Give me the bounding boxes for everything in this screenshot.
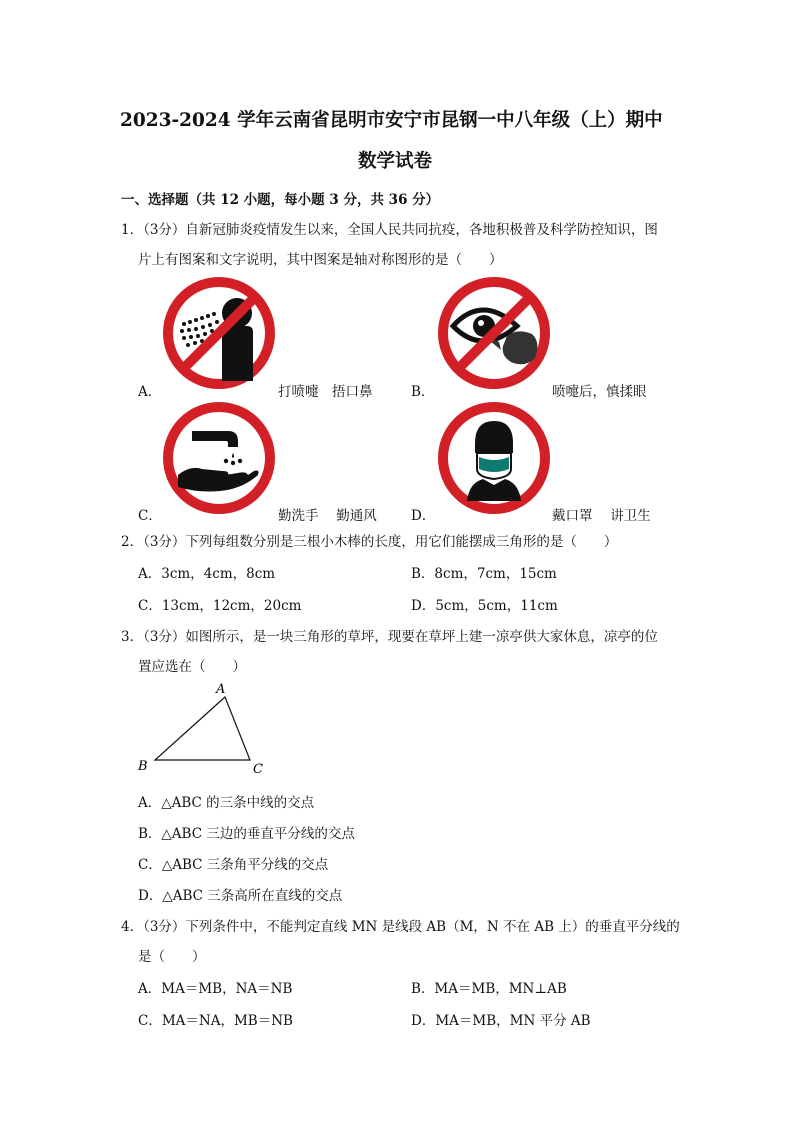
q1-option-d-letter: D．: [411, 508, 436, 524]
q2-option-c: C．13cm，12cm，20cm: [138, 598, 302, 614]
q3-option-d: D．△ABC 三条高所在直线的交点: [138, 888, 343, 904]
question-1-stem-line2: 片上有图案和文字说明，其中图案是轴对称图形的是（ ）: [138, 252, 503, 268]
vertex-a-label: A: [216, 682, 226, 697]
q1-option-a-caption: 打喷嚏 捂口鼻: [278, 384, 373, 400]
q2-option-d: D．5cm，5cm，11cm: [411, 598, 558, 614]
q4-option-d: D．MA＝MB，MN 平分 AB: [411, 1013, 591, 1029]
question-3-stem-line2: 置应选在（ ）: [138, 659, 246, 675]
q1-option-b-caption: 喷嚏后，慎揉眼: [552, 384, 647, 400]
q1-option-b-letter: B．: [411, 384, 435, 400]
q1-option-c-caption: 勤洗手 勤通风: [278, 508, 377, 524]
q3-option-c: C．△ABC 三条角平分线的交点: [138, 857, 329, 873]
q4-option-b: B．MA＝MB，MN⊥AB: [411, 981, 567, 997]
question-3-stem-line1: 3．（3分）如图所示，是一块三角形的草坪，现要在草坪上建一凉亭供大家休息，凉亭的位: [121, 629, 658, 645]
question-4-stem-line1: 4．（3分）下列条件中，不能判定直线 MN 是线段 AB（M，N 不在 AB 上）的垂直平分线的: [121, 919, 680, 935]
question-4-stem-line2: 是（ ）: [138, 949, 206, 965]
question-1-stem-line1: 1．（3分）自新冠肺炎疫情发生以来，全国人民共同抗疫，各地积极普及科学防控知识，图: [121, 222, 658, 238]
q1-option-a-letter: A．: [138, 384, 162, 400]
q2-option-a: A．3cm，4cm，8cm: [138, 566, 276, 582]
triangle-abc-figure: [130, 680, 280, 780]
exam-title-line2: 数学试卷: [358, 151, 433, 172]
q2-option-b: B．8cm，7cm，15cm: [411, 566, 557, 582]
vertex-b-label: B: [138, 759, 148, 774]
no-sneezing-icon: [162, 276, 276, 390]
question-2-stem: 2．（3分）下列每组数分别是三根小木棒的长度，用它们能摆成三角形的是（ ）: [121, 534, 618, 550]
vertex-c-label: C: [253, 762, 263, 777]
q3-option-b: B．△ABC 三边的垂直平分线的交点: [138, 826, 355, 842]
exam-title-line1: 2023-2024 学年云南省昆明市安宁市昆钢一中八年级（上）期中: [120, 110, 663, 131]
q4-option-c: C．MA＝NA，MB＝NB: [138, 1013, 293, 1029]
q3-option-a: A．△ABC 的三条中线的交点: [138, 795, 315, 811]
section-heading: 一、选择题（共 12 小题，每小题 3 分，共 36 分）: [121, 192, 440, 208]
q4-option-a: A．MA＝MB，NA＝NB: [138, 981, 293, 997]
wear-mask-icon: [437, 401, 551, 515]
hand-washing-icon: [162, 401, 276, 515]
q1-option-c-letter: C．: [138, 508, 162, 524]
no-eye-rubbing-icon: [437, 276, 551, 390]
q1-option-d-caption: 戴口罩 讲卫生: [552, 508, 651, 524]
